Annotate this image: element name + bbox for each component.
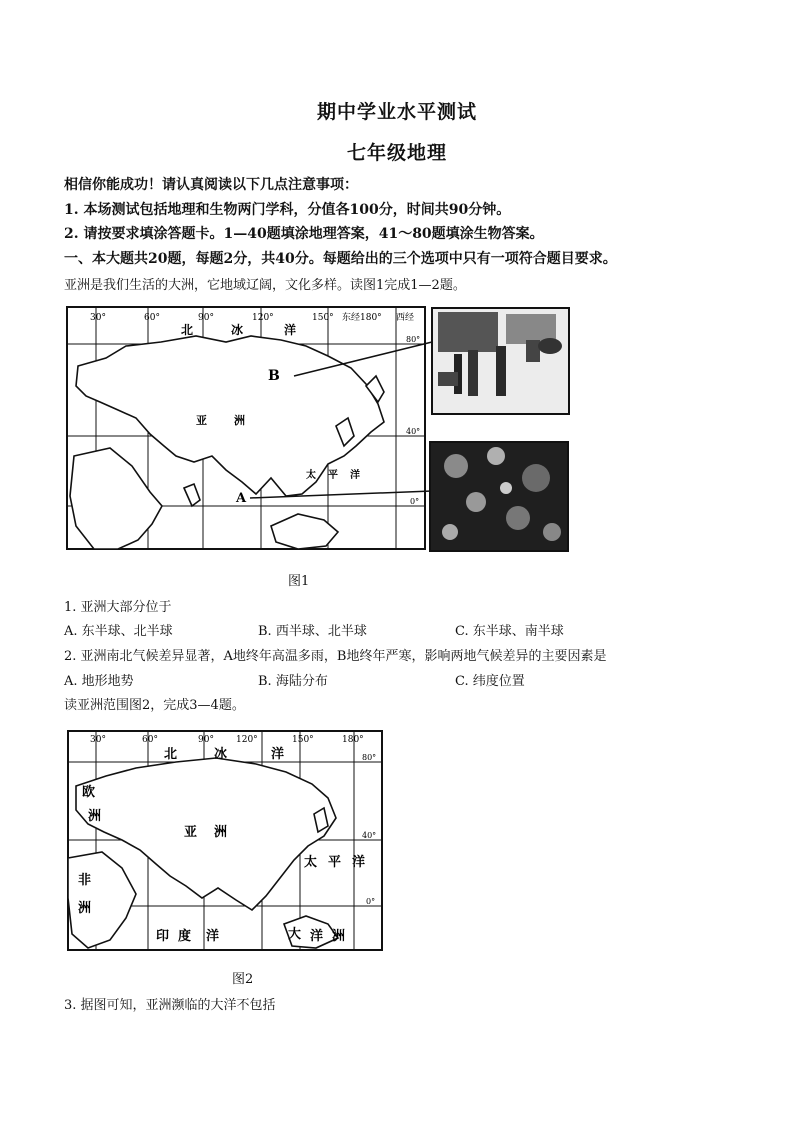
fig2-lon-label: 30° (90, 735, 106, 745)
fig2-continent-char: 洲 (88, 809, 102, 824)
figure-1-caption: 图1 (288, 574, 310, 589)
page-subtitle: 七年级地理 (346, 142, 447, 164)
fig1-ocean-char: 洋 (284, 323, 297, 337)
fig1-lon-label: 西经 (396, 313, 415, 323)
fig1-lat-label: 0° (410, 497, 420, 506)
fig1-lon-label: 120° (252, 313, 274, 323)
fig2-continent-char: 欧 (82, 785, 96, 800)
fig2-ocean-char: 洋 (352, 855, 366, 870)
fig1-continent-char: 洲 (234, 414, 245, 427)
fig1-continent-char: 亚 (196, 414, 207, 427)
intro-figure-2: 读亚洲范围图2，完成3—4题。 (64, 698, 245, 713)
fig2-ocean-char: 洋 (271, 747, 285, 762)
notice-item-1: 1. 本场测试包括地理和生物两门学科，分值各100分，时间共90分钟。 (64, 202, 511, 218)
q2-option-c[interactable]: C. 纬度位置 (455, 674, 525, 689)
figure-2-map (66, 728, 386, 954)
fig1-ocean-char: 北 (181, 323, 194, 337)
fig1-lon-label: 90° (198, 313, 214, 323)
fig2-ocean-char: 冰 (214, 747, 228, 762)
q1-option-c[interactable]: C. 东半球、南半球 (455, 624, 564, 639)
fig1-lat-label: 80° (406, 335, 421, 344)
fig1-ocean-char: 平 (328, 470, 338, 481)
fig1-point-a: A (236, 491, 247, 506)
q1-option-b[interactable]: B. 西半球、北半球 (258, 624, 367, 639)
fig1-lon-label: 60° (144, 313, 160, 323)
fig2-continent-char: 非 (78, 873, 92, 888)
fig2-ocean-char: 洋 (206, 929, 220, 944)
rainforest-photo (430, 442, 568, 551)
fig2-lon-label: 90° (198, 735, 214, 745)
q1-stem: 1. 亚洲大部分位于 (64, 600, 172, 615)
fig1-lon-label: 30° (90, 313, 106, 323)
fig1-ocean-char: 洋 (350, 470, 360, 481)
fig2-ocean-char: 北 (164, 747, 178, 762)
fig2-lat-label: 0° (366, 897, 376, 906)
notice-heading: 相信你能成功！请认真阅读以下几点注意事项： (64, 177, 358, 193)
snow-photo (432, 308, 569, 414)
fig1-point-b: B (268, 368, 280, 384)
fig2-lat-label: 40° (362, 831, 377, 840)
fig2-lon-label: 180° (342, 735, 364, 745)
fig2-continent-char: 洲 (214, 825, 228, 840)
q3-stem: 3. 据图可知，亚洲濒临的大洋不包括 (64, 998, 276, 1013)
fig2-continent-char: 洋 (310, 929, 324, 944)
fig2-ocean-char: 度 (178, 929, 192, 944)
fig1-ocean-char: 太 (306, 470, 316, 481)
fig2-lat-label: 80° (362, 753, 377, 762)
q1-option-a[interactable]: A. 东半球、北半球 (64, 624, 173, 639)
fig2-ocean-char: 印 (156, 929, 170, 944)
notice-item-2: 2. 请按要求填涂答题卡。1—40题填涂地理答案，41～80题填涂生物答案。 (64, 226, 544, 242)
fig1-lon-label: 150° (312, 313, 334, 323)
fig1-lat-label: 40° (406, 427, 421, 436)
fig2-lon-label: 60° (142, 735, 158, 745)
fig2-continent-char: 亚 (184, 825, 198, 840)
fig2-ocean-char: 平 (328, 855, 342, 870)
fig2-lon-label: 120° (236, 735, 258, 745)
q2-option-b[interactable]: B. 海陆分布 (258, 674, 328, 689)
fig2-lon-label: 150° (292, 735, 314, 745)
q2-option-a[interactable]: A. 地形地势 (64, 674, 134, 689)
fig1-ocean-char: 冰 (231, 323, 244, 337)
figure-2-caption: 图2 (232, 972, 254, 987)
intro-figure-1: 亚洲是我们生活的大洲，它地域辽阔，文化多样。读图1完成1—2题。 (64, 278, 466, 293)
section-heading: 一、本大题共20题，每题2分，共40分。每题给出的三个选项中只有一项符合题目要求。 (64, 251, 617, 267)
figure-1-map (66, 306, 571, 553)
fig2-ocean-char: 太 (304, 855, 318, 870)
fig2-continent-char: 洲 (332, 929, 346, 944)
fig1-lon-label: 东经180° (342, 313, 382, 323)
fig2-continent-char: 大 (288, 927, 302, 942)
fig2-continent-char: 洲 (78, 901, 92, 916)
q2-stem: 2. 亚洲南北气候差异显著，A地终年高温多雨，B地终年严寒，影响两地气候差异的主要因素是 (64, 649, 607, 664)
page-title: 期中学业水平测试 (316, 101, 477, 123)
